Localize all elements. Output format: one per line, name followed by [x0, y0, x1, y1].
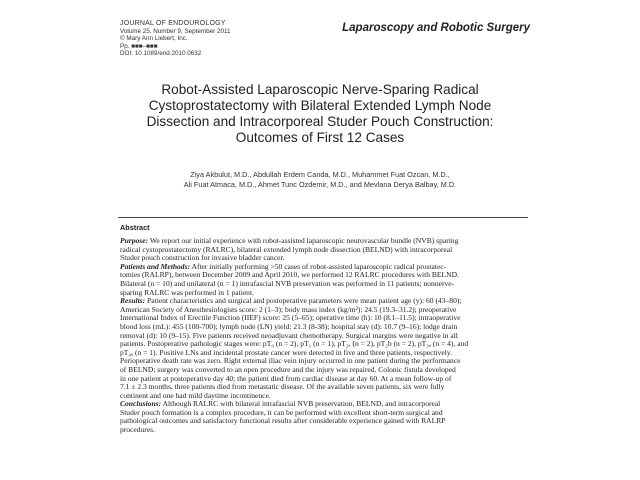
title-line: Cystoprostatectomy with Bilateral Extended Lymph Node	[148, 98, 492, 113]
abstract-line: American Society of Anesthesiologists score: 2 (1–3); body mass index (kg/m²): 24.5 (19.3–31.2); preoperative	[120, 304, 457, 314]
journal-name: JOURNAL OF ENDOUROLOGY	[120, 20, 226, 27]
abstract-line: patients. Postoperative pathologic stages were: pT₀ (n = 2), pT₁ (n = 1), pT₂ₐ (n = 2), pT₂b (n = 2), pT₃ₐ (n = 4), and	[120, 339, 469, 349]
abstract-heading: Abstract	[120, 223, 150, 232]
abstract-line: International Index of Erectile Function (IIEF) score: 25 (5–65); operative time (h): 10 (8.1–11.5); intraoperative	[120, 313, 461, 323]
abstract-line: radical cystoprostatectomy (RALRC), bilateral extended lymph node dissection (BELND) with intracorporeal	[120, 244, 453, 254]
section-divider	[118, 217, 528, 218]
abstract-line: 7.1 ± 2.3 months, three patients died from metastatic disease. Of the available seven patients, six were fully	[120, 382, 445, 392]
authors-line: Ziya Akbulut, M.D., Abdullah Erdem Canda, M.D., Muhammet Fuat Ozcan, M.D.,	[190, 170, 450, 179]
abstract-line: in one patient at postoperative day 40; the patient died from cardiac disease at day 60. At a mean follow-up of	[120, 373, 452, 383]
abstract-line: Bilateral (n = 10) and unilateral (n = 1) intrafascial NVB preservation was performed in 11 patients; nonnerve-	[120, 278, 455, 288]
title-line: Robot-Assisted Laparoscopic Nerve-Sparing Radical	[161, 82, 479, 97]
title-line: Outcomes of First 12 Cases	[235, 130, 405, 145]
purpose-label: Purpose:	[120, 236, 149, 245]
conclusions-text: Although RALRC with bilateral intrafascial NVB preservation, BELND, and intracorporeal	[161, 399, 441, 409]
section-title: Laparoscopy and Robotic Surgery	[342, 22, 530, 34]
results-text: Patient characteristics and surgical and postoperative parameters were mean patient age (y): 60 (43–80);	[145, 296, 462, 306]
journal-volume: Volume 25, Number 9, September 2011	[120, 27, 231, 35]
abstract-line: blood loss (mL): 455 (100-700); lymph node (LN) yield: 21.3 (8-38); hospital stay (d): 10.7 (9–16); lodge drain	[120, 321, 458, 331]
results-label: Results:	[120, 296, 146, 306]
abstract-line: Studer pouch formation is a complex procedure, it can be performed with excellent short-term surgical and	[120, 407, 443, 417]
author-list	[120, 170, 520, 190]
abstract-line: of BELND; surgery was converted to an open procedure and the injury was repaired. Colonic fistula developed	[120, 364, 456, 374]
abstract-line: sparing RALRC was performed in 1 patient.	[120, 287, 254, 297]
journal-doi: DOI: 10.1089/end.2010.0632	[120, 50, 202, 58]
abstract-line: removal (d): 10 (9–15). Five patients received neoadjuvant chemotherapy. Surgical margins were negative in all	[120, 330, 458, 340]
methods-text: After initially performing >50 cases of robot-assisted laparoscopic radical prostatec-	[190, 261, 447, 271]
abstract-line: pathological outcomes and satisfactory functional results after considerable experience gained with RALRP	[120, 416, 446, 426]
journal-masthead	[120, 20, 330, 58]
authors-line: Ali Fuat Atmaca, M.D., Ahmet Tunc Ozdemir, M.D., and Mevlana Derya Balbay, M.D.	[183, 180, 457, 189]
abstract-body	[120, 237, 528, 435]
paper-title	[120, 82, 520, 146]
journal-copyright: © Mary Ann Liebert, Inc.	[120, 35, 188, 43]
title-line: Dissection and Intracorporeal Studer Pouch Construction:	[146, 114, 494, 129]
journal-pages: Pp. ■■■–■■■	[120, 42, 158, 50]
abstract-line: pT₄ₐ (n = 1). Positive LNs and incidental prostate cancer were detected in five and three patients, respectively.	[120, 347, 453, 357]
abstract-line: continent and one had mild daytime incontinence.	[120, 390, 271, 400]
abstract-line: procedures.	[120, 425, 155, 435]
conclusions-label: Conclusions:	[120, 399, 162, 409]
abstract-line: tomies (RALRP), between December 2009 and April 2010, we performed 12 RALRC procedures with BELND.	[120, 270, 459, 280]
purpose-text: We report our initial experience with robot-assisted laparoscopic neurovascular bundle (NVB) sparing	[148, 236, 459, 245]
abstract-line: Studer pouch construction for invasive bladder cancer.	[120, 253, 285, 263]
methods-label: Patients and Methods:	[120, 261, 191, 271]
abstract-line: Perioperative death rate was zero. Right external iliac vein injury occurred in one patient during the performance	[120, 356, 461, 366]
